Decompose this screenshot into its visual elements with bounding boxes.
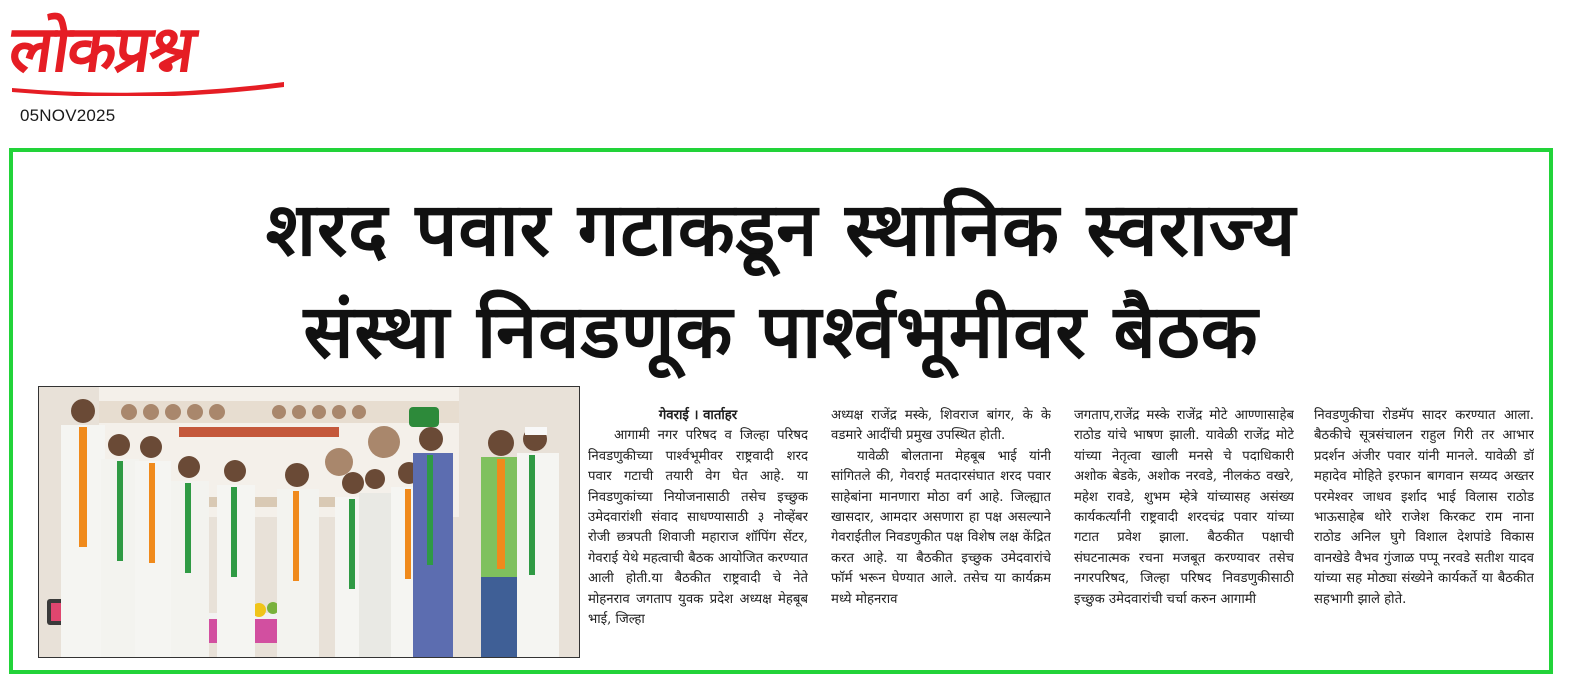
- article-column-4: [1314, 406, 1534, 668]
- headline-line-1: शरद पवार गटाकडून स्थानिक स्वराज्य: [265, 187, 1297, 273]
- headline-line-2: संस्था निवडणूक पार्श्वभूमीवर बैठक: [303, 289, 1259, 375]
- edition-date: 05NOV2025: [20, 106, 116, 125]
- column-4-text: निवडणुकीचा रोडमॅप सादर करण्यात आला. बैठकीचे सूत्रसंचालन राहुल गिरी तर आभार प्रदर्शन अंजीर पवार यांनी मानले. यावेळी डॉ महादेव मोहिते इरफान बागवान सय्यद अख्तर परमेश्वर जाधव इर्शाद भाई विलास राठोड भाऊसाहेब थोरे राजेश किरकट राम नाना राठोड अनिल घुगे विशाल देशपांडे विकास वानखेडे वैभव गुंजाळ पप्पू नरवडे सतीश यादव यांच्या सह मोठ्या संख्येने कार्यकर्ते या बैठकीत सहभागी झाले होते.: [1314, 408, 1534, 607]
- article-column-2: [831, 406, 1051, 668]
- newspaper-logo: लोकप्रश्न: [4, 13, 198, 87]
- column-3-text: जगताप,राजेंद्र मस्के राजेंद्र मोटे आण्णासाहेब राठोड यांचे भाषण झाली. यावेळी राजेंद्र मोटे यांच्या नेतृत्वा खाली मनसे चे पदाधिकारी अशोक बेडके, अशोक नरवडे, नीलकंठ वखरे, महेश रावडे, शुभम म्हेत्रे यांच्यासह असंख्य कार्यकर्त्यांनी राष्ट्रवादी शरदचंद्र पवार यांच्या गटात प्रवेश झाला. बैठकीत पक्षाची संघटनात्मक रचना मजबूत करण्यावर तसेच नगरपरिषद, जिल्हा परिषद निवडणुकीसाठी इच्छुक उमेदवारांची चर्चा करुन आगामी: [1074, 408, 1294, 607]
- column-1-text: आगामी नगर परिषद व जिल्हा परिषद निवडणुकीच्या पार्श्वभूमीवर राष्ट्रवादी शरद पवार गटाची तयारी वेग घेत आहे. या निवडणुकांच्या नियोजनासाठी तसेच इच्छुक उमेदवारांशी संवाद साधण्यासाठी ३ नोव्हेंबर रोजी छत्रपती शिवाजी महाराज शॉपिंग सेंटर, गेवराई येथे महत्वाची बैठक आयोजित करण्यात आली होती.या बैठकीत राष्ट्रवादी चे नेते मोहनराव जगताप युवक प्रदेश अध्यक्ष मेहबूब भाई, जिल्हा: [588, 428, 808, 628]
- article-column-3: [1074, 406, 1294, 668]
- logo-swoosh-icon: [8, 78, 288, 96]
- masthead: [4, 6, 298, 126]
- article-frame: [9, 148, 1553, 674]
- dateline: गेवराई । वार्ताहर: [658, 408, 738, 423]
- article-column-1: [588, 406, 808, 668]
- column-2-text-a: अध्यक्ष राजेंद्र मस्के, शिवराज बांगर, के के वडमारे आदींची प्रमुख उपस्थित होती.: [831, 408, 1051, 444]
- event-photo-illustration: [39, 387, 579, 657]
- event-photo: [38, 386, 580, 658]
- column-2-text-b: यावेळी बोलताना मेहबूब भाई यांनी सांगितले की, गेवराई मतदारसंघात शरद पवार साहेबांना मानणारा मोठा वर्ग आहे. जिल्ह्यात खासदार, आमदार असणारा हा पक्ष असल्याने गेवराईतील निवडणुकीत पक्ष विशेष लक्ष केंद्रित करत आहे. या बैठकीत इच्छुक उमेदवारांचे फॉर्म भरून घेण्यात आले. तसेच या कार्यक्रम मध्ये मोहनराव: [831, 448, 1051, 607]
